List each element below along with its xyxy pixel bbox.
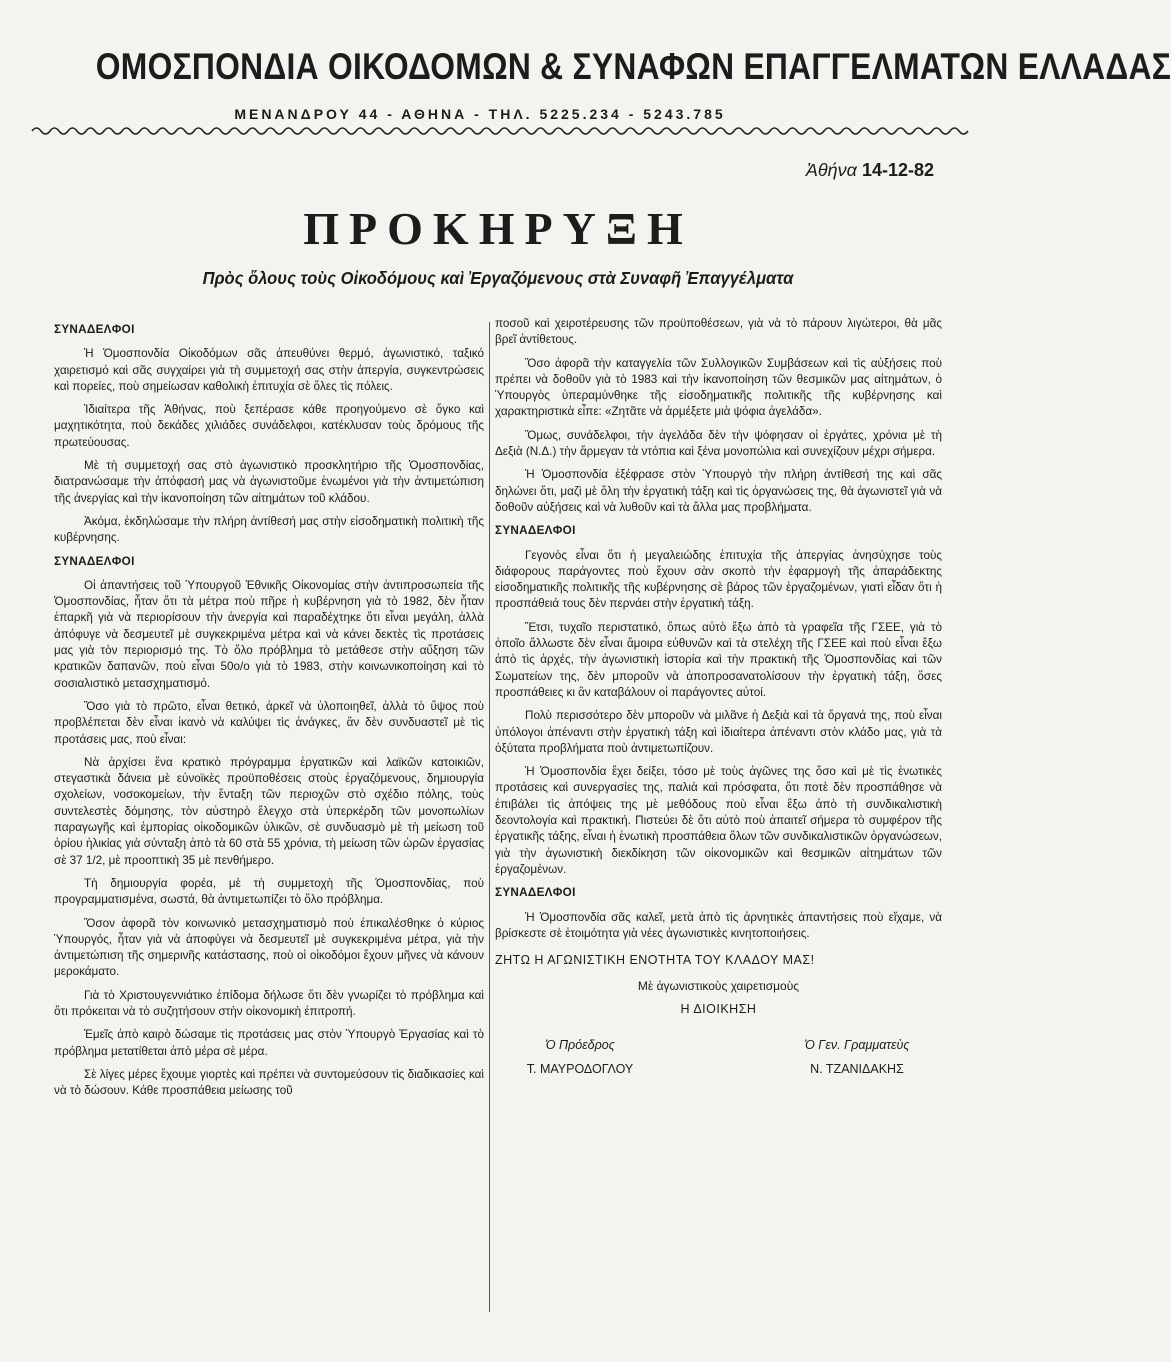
address-line: ΜΕΝΑΝΔΡΟΥ 44 - ΑΘΗΝΑ - ΤΗΛ. 5225.234 - 5243.785: [234, 106, 726, 122]
paragraph: Ὅσο ἀφορᾶ τὴν καταγγελία τῶν Συλλογικῶν Συμβάσεων καὶ τὶς αὐξήσεις ποὺ πρέπει νὰ δοθοῦν γιὰ τὸ 1983 καὶ τὴν ἱκανοποίηση τῶν θεσμικῶν μας αἰτημάτων, ὁ Ὑπουργὸς ὑπεραμύνθηκε τῆς εἰσοδηματικῆς πολιτικῆς τῆς κυβέρνησης καὶ χαρακτηριστικὰ εἶπε: «Ζητᾶτε νὰ ἀρμέξετε μιὰ ψόφια ἀγελάδα».: [495, 356, 942, 419]
date-label: Ἀθήνα: [805, 160, 857, 180]
signature-name: Τ. ΜΑΥΡΟΔΟΓΛΟΥ: [526, 1061, 634, 1076]
paragraph: Μὲ τὴ συμμετοχή σας στὸ ἀγωνιστικὸ προσκλητήριο τῆς Ὁμοσπονδίας, διατρανώσαμε τὴν ἀπόφασή μας νὰ ἀγωνιστοῦμε ἑνωμένοι γιὰ τὴν ἀντιμετώπιση τῆς ἀνεργίας καὶ τὴν ἱκανοποίηση τῶν αἰτημάτων τοῦ κλάδου.: [54, 459, 484, 505]
section-heading: ΣΥΝΑΔΕΛΦΟΙ: [495, 524, 576, 538]
paragraph: Ἰδιαίτερα τῆς Ἀθήνας, ποὺ ξεπέρασε κάθε προηγούμενο σὲ ὄγκο καὶ μαχητικότητα, ποὺ δεκάδες χιλιάδες συνάδελφοι, κατέκλυσαν τοὺς δρόμους τῆς πρωτεύουσας.: [54, 403, 484, 449]
organization-name: ΟΜΟΣΠΟΝΔΙΑ ΟΙΚΟΔΟΜΩΝ & ΣΥΝΑΦΩΝ ΕΠΑΓΓΕΛΜΑΤΩΝ ΕΛΛΑΔΑΣ: [95, 46, 1171, 87]
decorative-wave-divider: [32, 124, 968, 138]
paragraph: Ἡ Ὁμοσπονδία Οἰκοδόμων σᾶς ἀπευθύνει θερμό, ἀγωνιστικό, ταξικό χαιρετισμό καὶ σᾶς συγχαίρει γιὰ τὴ συμμετοχή σας στὴν ἀπεργία, συγκεντρώσεις καὶ πορείες, ποὺ σημείωσαν καθολικὴ ἐπιτυχία σὲ ὅλες τὶς πόλεις.: [54, 347, 484, 393]
section-heading: ΣΥΝΑΔΕΛΦΟΙ: [54, 554, 135, 568]
slogan: ΖΗΤΩ Η ΑΓΩΝΙΣΤΙΚΗ ΕΝΟΤΗΤΑ ΤΟΥ ΚΛΑΔΟΥ ΜΑΣ!: [495, 953, 815, 968]
signature-general-secretary: [772, 1033, 942, 1081]
board-heading: Η ΔΙΟΙΚΗΣΗ: [680, 1001, 757, 1016]
signatures-block: [495, 1033, 942, 1081]
section-heading: ΣΥΝΑΔΕΛΦΟΙ: [495, 886, 576, 900]
paragraph: Ἔτσι, τυχαῖο περιστατικό, ὅπως αὐτὸ ἔξω ἀπὸ τὰ γραφεῖα τῆς ΓΣΕΕ, γιὰ τὸ ὁποῖο ἄλλωστε δὲν εἶναι ἄμοιρα εὐθυνῶν καὶ τὰ στελέχη τῆς ΓΣΕΕ καὶ ποὺ εἶναι ἔξω ἀπὸ τὶς ἀρχές, τὴν ἀγωνιστικὴ ἱστορία καὶ τὴν πρακτικὴ τῆς Ὁμοσπονδίας καὶ τῶν Σωματείων της, δὲν μποροῦν νὰ ἀποπροσανατολίσουν τὴν ἐργατικὴ τάξη, ὅσες προσπάθειες κι ἂν καταβάλουν οἱ παράγοντες αὐτοί.: [495, 620, 942, 699]
document-subtitle: Πρὸς ὅλους τοὺς Οἰκοδόμους καὶ Ἐργαζόμενους στὰ Συναφῆ Ἐπαγγέλματα: [202, 268, 794, 288]
paragraph: Τὴ δημιουργία φορέα, μὲ τὴ συμμετοχὴ τῆς Ὁμοσπονδίας, ποὺ προγραμματισμένα, σωστά, θὰ ἀντιμετωπίζει τὸ ὅλο πρόβλημα.: [54, 876, 484, 907]
signature-role: Ὁ Πρόεδρος: [545, 1037, 615, 1052]
paragraph: Γεγονὸς εἶναι ὅτι ἡ μεγαλειώδης ἐπιτυχία τῆς ἀπεργίας ἀνησύχησε τοὺς διάφορους παράγοντες ποὺ ἔχουν σὰν σκοπὸ τὴν ἐφαρμογὴ τῆς ἀπαράδεκτης εἰσοδηματικῆς πολιτικῆς τῆς κυβέρνησης σὲ βάρος τῶν ἐργαζομένων, γιατὶ εἶδαν ὅτι ἡ προσπάθειά τους δὲν περνάει στὴν ἐργατικὴ τάξη.: [495, 548, 942, 611]
paragraph: Ἡ Ὁμοσπονδία ἔχει δείξει, τόσο μὲ τοὺς ἀγῶνες της ὅσο καὶ μὲ τὶς ἑνωτικὲς προτάσεις καὶ συνεργασίες της, παλιὰ καὶ πρόσφατα, ὅτι ποτὲ δὲν προσπάθησε νὰ ἐπιβάλει τὶς ἀπόψεις της μὲ μεθόδους ποὺ εἶναι ἔξω ἀπὸ τὴ συνδικαλιστικὴ δεοντολογία καὶ πρακτική. Πιστεύει δὲ ὅτι αὐτὸ ποὺ ἀπαιτεῖ σήμερα τὸ συμφέρον τῆς ἐργατικῆς τάξης, εἶναι ἡ ἑνωτικὴ προσπάθεια ὅλων τῶν συνδικαλιστικῶν ὀργανώσεων, γιὰ τὴν ἀγωνιστικὴ διεκδίκηση τῶν οἰκονομικῶν καὶ θεσμικῶν αἰτημάτων τῶν ἐργαζομένων.: [495, 765, 942, 876]
paragraph: Ὅμως, συνάδελφοι, τὴν ἀγελάδα δὲν τὴν ψόφησαν οἱ ἐργάτες, χρόνια μὲ τὴ Δεξιὰ (Ν.Δ.) τὴν ἄρμεγαν τὰ ντόπια καὶ ξένα μονοπώλια καὶ συνεχίζουν μέχρι σήμερα.: [495, 428, 942, 459]
paragraph: Ὅσον ἀφορᾶ τὸν κοινωνικὸ μετασχηματισμὸ ποὺ ἐπικαλέσθηκε ὁ κύριος Ὑπουργός, ἦταν γιὰ νὰ ἀποφύγει νὰ δεσμευτεῖ μὲ συγκεκριμένα μέτρα, γιὰ τὴν ἀντιμετώπιση τῆς σημερινῆς κατάστασης, ποὺ οἱ οἰκοδόμοι ἔχουν μῆνες νὰ κάνουν μεροκάματο.: [54, 916, 484, 979]
column-divider: [489, 322, 490, 1312]
paragraph: Νὰ ἀρχίσει ἕνα κρατικὸ πρόγραμμα ἐργατικῶν καὶ λαϊκῶν κατοικιῶν, στεγαστικὰ δάνεια μὲ εὐνοϊκὲς προϋποθέσεις στοὺς ἐργαζόμενους, δημιουργία σχολείων, νοσοκομείων, τὴν ἔνταξη τῶν περιοχῶν στὸ σχέδιο πόλης, τοὺς συντελεστὲς δόμησης, τὸν αὐστηρὸ ἔλεγχο στὰ ὑπερκέρδη τῶν μονοπωλίων παραγωγῆς καὶ ἐμπορίας οἰκοδομικῶν ὑλικῶν, σὲ συνδυασμὸ μὲ τὴ μείωση τοῦ ὁρίου ἡλικίας γιὰ σύνταξη ἀπὸ τὰ 60 στὰ 55 χρόνια, τὴ μείωση τῶν ὡρῶν ἐργασίας σὲ 37 1/2, μὲ προοπτικὴ 35 μὲ πενθήμερο.: [54, 755, 484, 867]
closing-salutation: Μὲ ἀγωνιστικοὺς χαιρετισμοὺς: [637, 979, 800, 994]
paragraph: Ἡ Ὁμοσπονδία σᾶς καλεῖ, μετὰ ἀπὸ τὶς ἀρνητικὲς ἀπαντήσεις ποὺ εἴχαμε, νὰ βρίσκεστε σὲ ἑτοιμότητα γιὰ νέες ἀγωνιστικὲς κινητοποιήσεις.: [495, 910, 942, 940]
paragraph: Ὅσο γιὰ τὸ πρῶτο, εἶναι θετικό, ἀρκεῖ νὰ ὑλοποιηθεῖ, ἀλλὰ τὸ ὕψος ποὺ προβλέπεται δὲν εἶναι ἱκανὸ νὰ καλύψει τὶς ἀνάγκες, ἂν δὲν συνδυαστεῖ μὲ τὶς προτάσεις μας, ποὺ εἶναι:: [54, 699, 484, 746]
paragraph: Πολὺ περισσότερο δὲν μποροῦν νὰ μιλᾶνε ἡ Δεξιὰ καὶ τὰ ὄργανά της, ποὺ εἶναι ὑπόλογοι ἀπέναντι στὴν ἐργατικὴ τάξη καὶ ἰδιαίτερα ἀπέναντι στὸν κλάδο μας, γιὰ τὰ ὀξύτατα προβλήματα ποὺ ἀντιμετωπίζουν.: [495, 709, 942, 755]
paragraph-continued: ποσοῦ καὶ χειροτέρευσης τῶν προϋποθέσεων, γιὰ νὰ τὸ πάρουν λιγώτεροι, θὰ μᾶς βρεῖ ἀντίθετους.: [495, 317, 942, 347]
section-heading: ΣΥΝΑΔΕΛΦΟΙ: [54, 323, 135, 336]
document-date: [806, 160, 934, 181]
paragraph: Σὲ λίγες μέρες ἔχουμε γιορτὲς καὶ πρέπει νὰ συντομεύσουν τὶς διαδικασίες καὶ νὰ τὸ δώσουν. Κάθε προσπάθεια μείωσης τοῦ: [54, 1067, 484, 1098]
paragraph: Ἀκόμα, ἐκδηλώσαμε τὴν πλήρη ἀντίθεσή μας στὴν εἰσοδηματικὴ πολιτικὴ τῆς κυβέρνησης.: [54, 514, 484, 545]
date-value: 14-12-82: [861, 160, 934, 180]
paragraph: Ἡ Ὁμοσπονδία ἐξέφρασε στὸν Ὑπουργὸ τὴν πλήρη ἀντίθεσή της καὶ σᾶς δηλώνει ὅτι, μαζὶ μὲ ὅλη τὴν ἐργατικὴ τάξη καὶ τὶς ὀργανώσεις της, θὰ ἀγωνιστεῖ γιὰ νὰ δοθοῦν αὐξήσεις καὶ νὰ λυθοῦν καὶ τὰ ἄλλα μας προβλήματα.: [495, 468, 942, 514]
signature-role: Ὁ Γεν. Γραμματεὺς: [804, 1037, 910, 1052]
right-column-body: [495, 316, 942, 1017]
signature-name: Ν. ΤΖΑΝΙΔΑΚΗΣ: [810, 1061, 904, 1076]
paragraph: Οἱ ἀπαντήσεις τοῦ Ὑπουργοῦ Ἐθνικῆς Οἰκονομίας στὴν ἀντιπροσωπεία τῆς Ὁμοσπονδίας, ἦταν ὅτι τὰ μέτρα ποὺ πῆρε ἡ κυβέρνηση γιὰ τὸ 1982, δὲν ἦταν ἐπαρκῆ γιὰ νὰ περιορίσουν τὴν ἀνεργία καὶ παραδέχτηκε ὅτι εἶναι μεγάλη, ἀλλὰ ἀπόφυγε νὰ δεσμευτεῖ μὲ συγκεκριμένα μέτρα καὶ νὰ κάνει δεκτὲς τὶς προτάσεις μας γιὰ τὸν περιορισμό της. Τὸ ὅλο πρόβλημα τὸ μετάθεσε στὴν αὔξηση τῶν κρατικῶν δαπανῶν, ποὺ εἶναι 50ο/ο γιὰ τὸ 1983, στὴν κοινωνικοποίηση καὶ τὸ σοσιαλιστικὸ μετασχηματισμό.: [54, 578, 484, 690]
paragraph: Γιὰ τὸ Χριστουγεννιάτικο ἐπίδομα δήλωσε ὅτι δὲν γνωρίζει τὸ πρόβλημα καὶ ὅτι πρόκειται νὰ τὸ συζητήσουν στὴν οἰκονομικὴ ἐπιτροπή.: [54, 988, 484, 1018]
paragraph: Ἐμεῖς ἀπὸ καιρὸ δώσαμε τὶς προτάσεις μας στὸν Ὑπουργὸ Ἐργασίας καὶ τὸ πρόβλημα μετατίθεται ἀπὸ μέρα σὲ μέρα.: [54, 1028, 484, 1058]
document-title: ΠΡΟΚΗΡΥΞΗ: [303, 203, 693, 254]
left-column: [54, 320, 484, 1106]
signature-president: [505, 1033, 655, 1081]
right-column: [495, 316, 942, 1081]
